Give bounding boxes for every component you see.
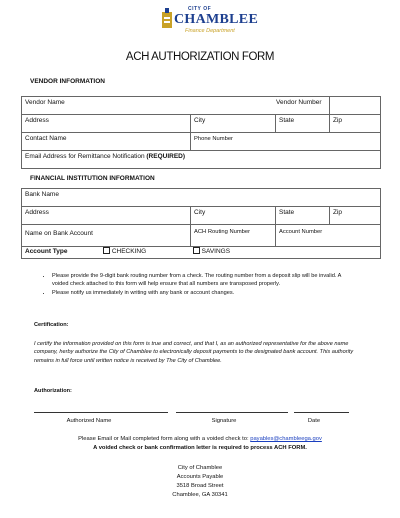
address-line-1: City of Chamblee bbox=[177, 465, 223, 471]
address-line-4: Chamblee, GA 30341 bbox=[172, 492, 228, 498]
vendor-info-table bbox=[21, 96, 381, 169]
checking-label: CHECKING bbox=[111, 248, 147, 255]
authorization-heading: Authorization: bbox=[34, 388, 72, 394]
contact-name-field[interactable]: Contact Name bbox=[22, 133, 191, 151]
note-notify: • Please notify us immediately in writing with any bank or account changes. bbox=[52, 289, 352, 297]
mail-instructions bbox=[0, 435, 400, 453]
authorized-name-label: Authorized Name bbox=[66, 418, 112, 424]
logo-name: CHAMBLEE bbox=[174, 12, 259, 27]
certification-heading: Certification: bbox=[34, 322, 69, 328]
savings-checkbox[interactable] bbox=[193, 247, 200, 254]
payables-email-link[interactable]: payables@chambleega.gov bbox=[250, 436, 322, 442]
bank-section-heading: FINANCIAL INSTITUTION INFORMATION bbox=[30, 175, 155, 182]
note-routing: • Please provide the 9-digit bank routing number from a check. The routing number from a deposit slip will be invalid. A voided check attached to this form will help ensure that all numbers are transposed properly. bbox=[52, 272, 352, 288]
vendor-zip-field[interactable]: Zip bbox=[330, 115, 381, 133]
vendor-number-field[interactable] bbox=[276, 97, 381, 115]
vendor-section-heading: VENDOR INFORMATION bbox=[30, 78, 105, 85]
logo-department: Finance Department bbox=[185, 28, 235, 34]
bank-address-field[interactable]: Address bbox=[22, 207, 191, 225]
bank-zip-field[interactable]: Zip bbox=[330, 207, 381, 225]
date-label: Date bbox=[307, 418, 321, 424]
email-label: Email Address for Remittance Notification bbox=[25, 153, 145, 160]
city-logo bbox=[160, 6, 259, 42]
savings-option[interactable] bbox=[193, 248, 230, 255]
authorized-name-line[interactable] bbox=[34, 412, 168, 413]
vendor-city-field[interactable]: City bbox=[191, 115, 276, 133]
checking-checkbox[interactable] bbox=[103, 247, 110, 254]
bank-info-table bbox=[21, 188, 381, 259]
vendor-number-label: Vendor Number bbox=[276, 99, 322, 106]
account-number-field[interactable]: Account Number bbox=[276, 225, 381, 247]
signature-line[interactable] bbox=[176, 412, 288, 413]
account-type-row bbox=[22, 247, 381, 259]
certification-text: I certify the information provided on this form is true and correct, and that I, as an authorized representative for the above name company, herby authorize the City of Chamblee to electronically deposit payments to the designated bank account. This authority remains in full force until written notice is received by The City of Chamblee. bbox=[34, 341, 354, 364]
date-line[interactable] bbox=[294, 412, 349, 413]
savings-label: SAVINGS bbox=[201, 248, 231, 255]
bank-state-field[interactable]: State bbox=[276, 207, 330, 225]
vendor-state-field[interactable]: State bbox=[276, 115, 330, 133]
bank-name-field[interactable]: Bank Name bbox=[22, 189, 381, 207]
voided-check-required: A voided check or bank confirmation letter is required to process ACH FORM. bbox=[93, 445, 307, 451]
email-remittance-field[interactable] bbox=[22, 151, 381, 169]
checking-option[interactable] bbox=[103, 247, 191, 257]
logo-city-of: CITY OF bbox=[188, 6, 212, 12]
name-on-account-field[interactable]: Name on Bank Account bbox=[22, 225, 191, 247]
address-line-2: Accounts Payable bbox=[176, 474, 224, 480]
signature-label: Signature bbox=[211, 418, 237, 424]
phone-number-field[interactable]: Phone Number bbox=[191, 133, 381, 151]
vendor-address-field[interactable]: Address bbox=[22, 115, 191, 133]
email-required-tag: (REQUIRED) bbox=[146, 153, 186, 160]
bank-city-field[interactable]: City bbox=[191, 207, 276, 225]
mail-line: Please Email or Mail completed form along with a voided check to: bbox=[78, 436, 249, 442]
vendor-name-field[interactable]: Vendor Name bbox=[22, 97, 330, 115]
logo-emblem-icon bbox=[160, 8, 174, 30]
mailing-address bbox=[0, 464, 400, 500]
account-type-label: Account Type bbox=[25, 248, 68, 255]
address-line-3: 3518 Broad Street bbox=[176, 483, 224, 489]
routing-number-field[interactable]: ACH Routing Number bbox=[191, 225, 276, 247]
instructions-list bbox=[42, 272, 352, 299]
form-title: ACH AUTHORIZATION FORM bbox=[125, 51, 275, 63]
